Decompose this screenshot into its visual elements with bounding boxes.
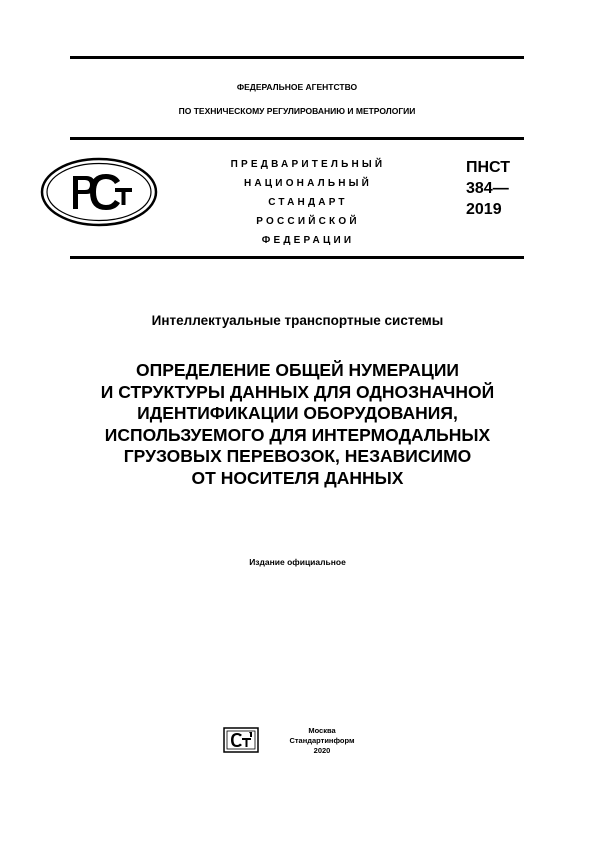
title-line: ИСПОЛЬЗУЕМОГО ДЛЯ ИНТЕРМОДАЛЬНЫХ (104, 424, 491, 445)
title-line: И СТРУКТУРЫ ДАННЫХ ДЛЯ ОДНОЗНАЧНОЙ (100, 381, 495, 402)
agency-line-2: ПО ТЕХНИЧЕСКОМУ РЕГУЛИРОВАНИЮ И МЕТРОЛОГИИ (178, 106, 416, 116)
publisher-year: 2020 (313, 746, 331, 755)
publisher-block (262, 726, 382, 756)
publisher-city: Москва (308, 726, 336, 735)
standard-number-line: 2019 (466, 201, 502, 218)
series-title: Интеллектуальные транспортные системы (151, 313, 444, 328)
standard-type-line: ПРЕДВАРИТЕЛЬНЫЙ (230, 159, 386, 170)
title-line: ОТ НОСИТЕЛЯ ДАННЫХ (191, 467, 404, 488)
standard-number-line: ПНСТ (466, 159, 510, 176)
gost-r-emblem-icon (40, 157, 158, 227)
standard-type (218, 155, 398, 250)
middle-rule (70, 137, 524, 140)
title-line: ОПРЕДЕЛЕНИЕ ОБЩЕЙ НУМЕРАЦИИ (136, 360, 459, 380)
publisher-name: Стандартинформ (289, 736, 355, 745)
title-line: ГРУЗОВЫХ ПЕРЕВОЗОК, НЕЗАВИСИМО (123, 446, 472, 467)
bottom-rule (70, 256, 524, 259)
standard-number-line: 384— (466, 180, 509, 197)
document-title (0, 360, 595, 490)
standartinform-logo-icon (223, 727, 259, 753)
title-line: ИДЕНТИФИКАЦИИ ОБОРУДОВАНИЯ, (137, 403, 458, 424)
standard-type-line: ФЕДЕРАЦИИ (261, 235, 355, 246)
standard-type-line: НАЦИОНАЛЬНЫЙ (243, 178, 373, 189)
standard-type-line: СТАНДАРТ (268, 197, 348, 208)
standard-number (466, 157, 510, 220)
agency-line-1: ФЕДЕРАЛЬНОЕ АГЕНТСТВО (236, 82, 358, 92)
top-rule (70, 56, 524, 59)
edition-label: Издание официальное (249, 557, 346, 567)
standard-type-line: РОССИЙСКОЙ (256, 216, 360, 227)
